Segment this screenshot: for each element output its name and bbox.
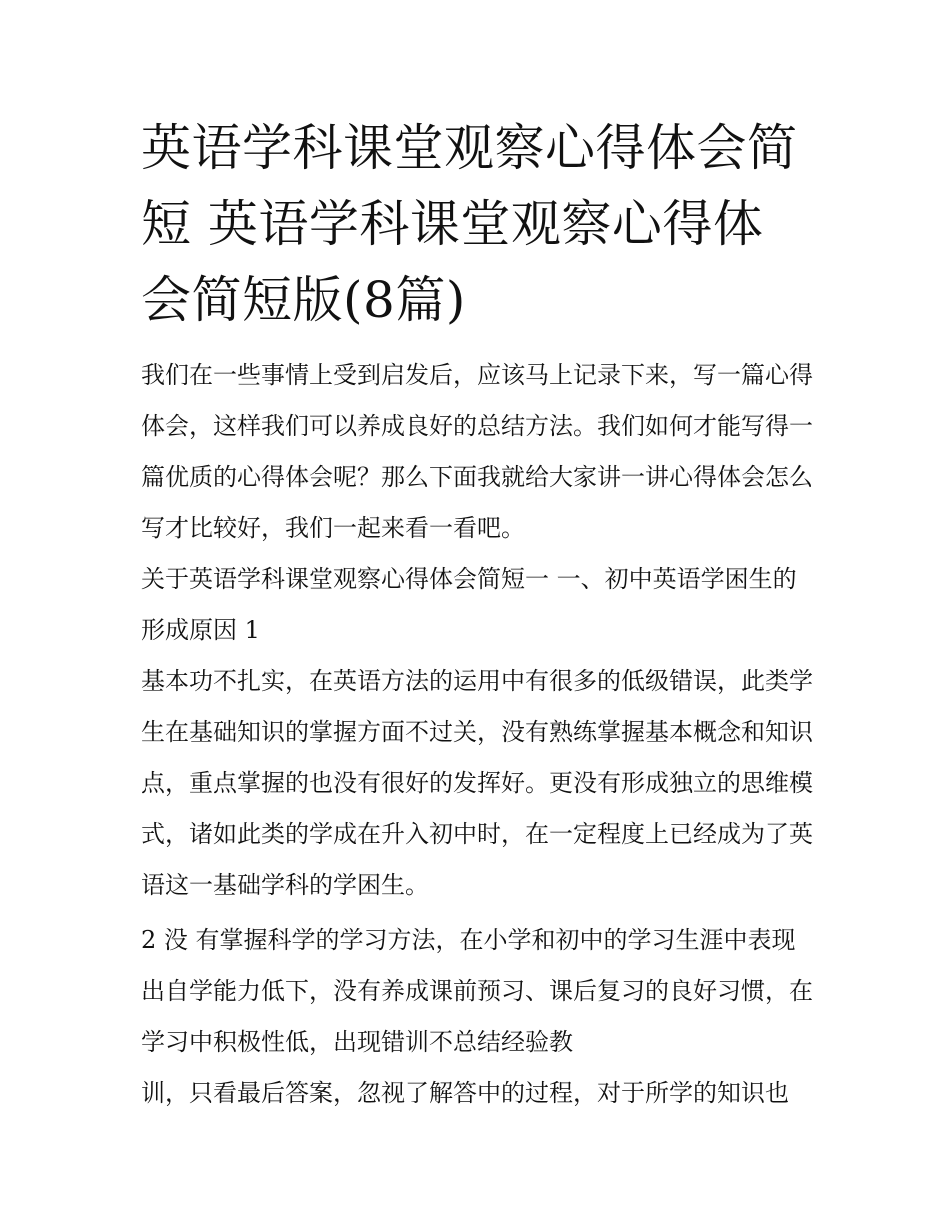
body-paragraph-3: 训，只看最后答案，忽视了解答中的过程，对于所学的知识也: [141, 1079, 789, 1107]
body-paragraph-2: 2 没 有掌握科学的学习方法，在小学和初中的学习生涯中表现出自学能力低下，没有养成课前预习、课后复习的良好习惯，在学习中积极性低，出现错训不总结经验教: [141, 926, 813, 1056]
document-title: 英语学科课堂观察心得体会简短 英语学科课堂观察心得体会简短版(8篇): [141, 119, 798, 329]
body-paragraph-1: 基本功不扎实，在英语方法的运用中有很多的低级错误，此类学生在基础知识的掌握方面不过关，没有熟练掌握基本概念和知识点，重点掌握的也没有很好的发挥好。更没有形成独立的思维模式，诸如此类的学成在升入初中时，在一定程度上已经成为了英语这一基础学科的学困生。: [141, 667, 813, 899]
document-page: [141, 110, 813, 1119]
intro-paragraph: 我们在一些事情上受到启发后，应该马上记录下来，写一篇心得体会，这样我们可以养成良好的总结方法。我们如何才能写得一篇优质的心得体会呢？那么下面我就给大家讲一讲心得体会怎么写才比较好，我们一起来看一看吧。: [141, 361, 813, 542]
section-heading-paragraph: 关于英语学科课堂观察心得体会简短一 一、初中英语学困生的形成原因 1: [141, 565, 797, 644]
